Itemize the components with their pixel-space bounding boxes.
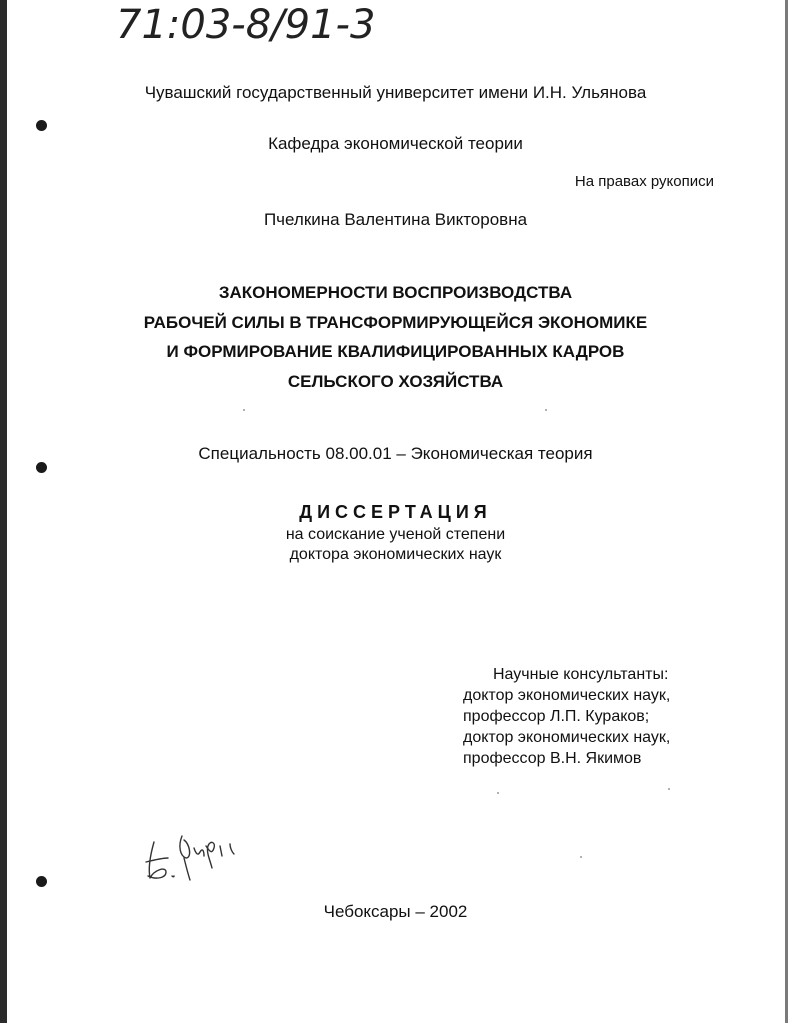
title-line: ЗАКОНОМЕРНОСТИ ВОСПРОИЗВОДСТВА — [218, 283, 573, 302]
binder-hole-mark — [36, 120, 47, 131]
title-line: РАБОЧЕЙ СИЛЫ В ТРАНСФОРМИРУЮЩЕЙСЯ ЭКОНОМИКЕ — [143, 312, 648, 332]
scan-speck — [545, 409, 547, 411]
city-year: Чебоксары – 2002 — [323, 902, 468, 921]
manuscript-note: На правах рукописи — [574, 173, 714, 190]
scientific-advisors — [463, 664, 670, 769]
advisor-line: профессор Л.П. Кураков; — [463, 708, 650, 725]
scan-speck — [580, 856, 582, 858]
handwritten-signature — [140, 822, 250, 888]
advisor-line: профессор В.Н. Якимов — [463, 750, 642, 767]
advisor-line: доктор экономических наук, — [463, 729, 671, 746]
title-line: СЕЛЬСКОГО ХОЗЯЙСТВА — [287, 371, 504, 391]
department-name: Кафедра экономической теории — [268, 134, 523, 153]
title-line: И ФОРМИРОВАНИЕ КВАЛИФИЦИРОВАННЫХ КАДРОВ — [166, 342, 625, 361]
binder-hole-mark — [36, 876, 47, 887]
degree-line: доктора экономических наук — [289, 546, 502, 563]
specialty: Специальность 08.00.01 – Экономическая теория — [198, 444, 593, 463]
dissertation-title — [0, 278, 791, 396]
advisors-heading: Научные консультанты: — [493, 666, 669, 683]
handwritten-catalog-number — [112, 0, 472, 50]
scan-speck — [668, 788, 670, 790]
author-name: Пчелкина Валентина Викторовна — [263, 210, 528, 229]
scan-speck — [497, 792, 499, 794]
advisor-line: доктор экономических наук, — [463, 687, 671, 704]
university-name: Чувашский государственный университет имени И.Н. Ульянова — [144, 83, 647, 102]
dissertation-label: ДИССЕРТАЦИЯ — [299, 502, 492, 522]
degree-line: на соискание ученой степени — [285, 526, 506, 543]
scan-speck — [243, 409, 245, 411]
handwritten-catalog-number-text: 71:03-8/91-3 — [116, 2, 376, 48]
